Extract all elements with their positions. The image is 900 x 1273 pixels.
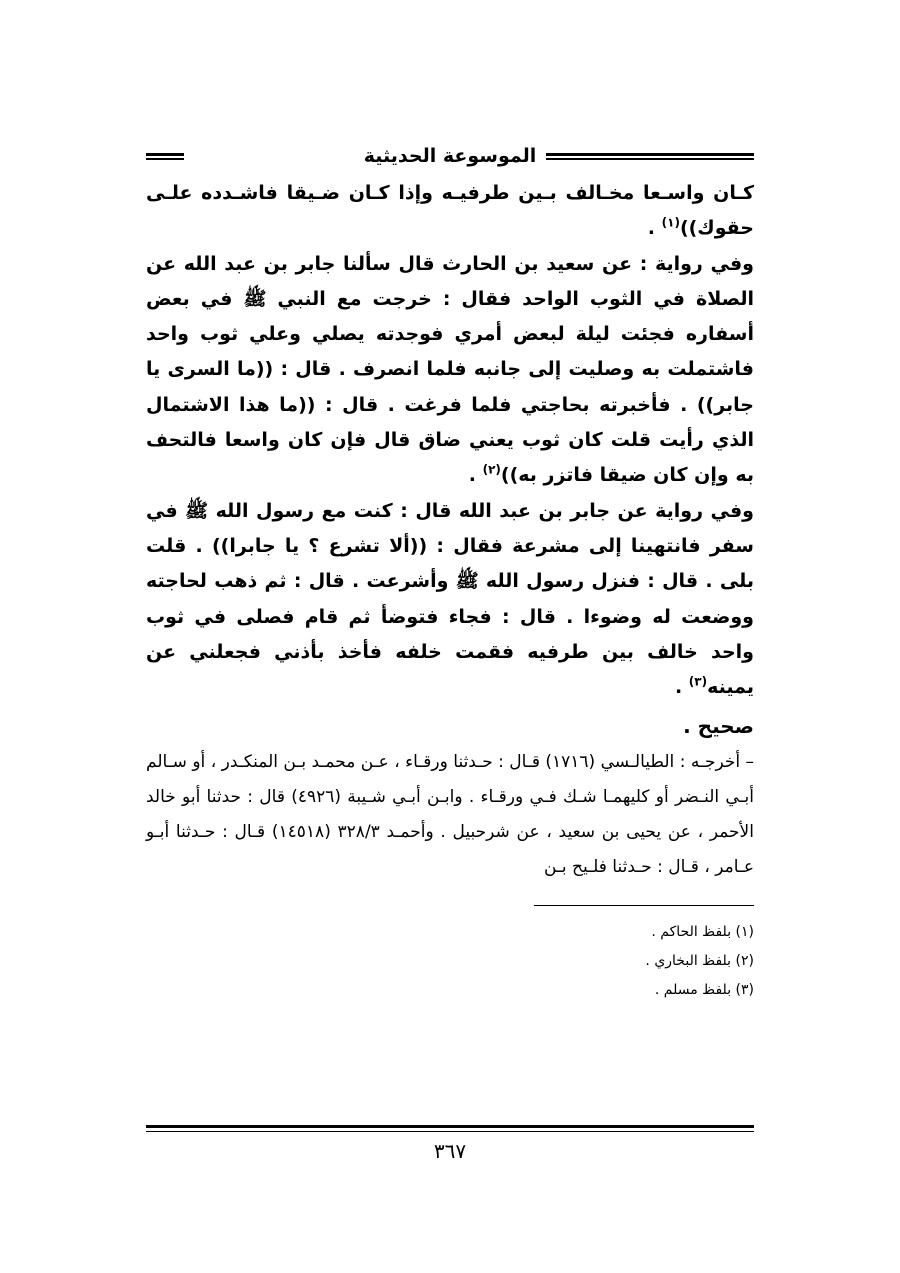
page-body xyxy=(146,140,754,1005)
paragraph-2-tail: . xyxy=(468,464,483,487)
paragraph-1-text: كـان واسـعا مخـالف بـين طرفيـه وإذا كـان ضـيقا فاشـدده علـى حقوك)) xyxy=(146,182,754,240)
footnotes xyxy=(146,918,754,1005)
paragraph-3 xyxy=(146,494,754,706)
footnote-1: (١) بلفظ الحاكم . xyxy=(651,924,754,941)
footnote-separator xyxy=(534,905,754,906)
footnote-ref-2[interactable]: (٢) xyxy=(482,463,501,478)
footer-rule xyxy=(146,1125,754,1132)
page-number: ٣٦٧ xyxy=(433,1139,467,1163)
header-title: الموسوعة الحديثية xyxy=(354,145,547,167)
paragraph-3-tail: . xyxy=(674,676,689,699)
grade-label: صحيح . xyxy=(683,714,754,739)
hadith-text xyxy=(146,176,754,705)
paragraph-1 xyxy=(146,176,754,247)
footnote-3: (٣) بلفظ مسلم . xyxy=(654,982,754,999)
footnote-ref-3[interactable]: (٣) xyxy=(688,674,708,689)
paragraph-3-text: وفي رواية عن جابر بن عبد الله قال : كنت مع رسول الله ﷺ في سفر فانتهينا إلى مشرعة فقال : ((ألا تشرع ؟ يا جابرا)) . قلت بلى . قال : فنزل رسول الله ﷺ وأشرعت . قال : ثم ذهب لحاجته ووضعت له وضوءا . قال : فجاء فتوضأ ثم قام فصلى في ثوب واحد خالف بين طرفيه فقمت خلفه فأخذ بأذني فجعلني عن يمينه xyxy=(146,499,754,699)
takhrij-text: – أخرجـه : الطيالـسي (١٧١٦) قـال : حـدثنا ورقـاء ، عـن محمـد بـن المنكـدر ، أو سـالم أبـي النـضر أو كليهمـا شـك فـي ورقـاء . وابـن أبـي شـيبة (٤٩٢٦) قال : حدثنا أبو خالد الأحمر ، عن يحيى بن سعيد ، عن شرحبيل . وأحمـد ٣٢٨/٣ (١٤٥١٨) قـال : حـدثنا أبـو عـامر ، قـال : حـدثنا فلـيح بـن xyxy=(146,752,754,878)
paragraph-2 xyxy=(146,247,754,494)
header-title-wrap xyxy=(146,144,754,168)
footnote-2: (٢) بلفظ البخاري . xyxy=(645,953,754,970)
paragraph-2-text: وفي رواية : عن سعيد بن الحارث قال سألنا جابر بن عبد الله عن الصلاة في الثوب الواحد فقال : خرجت مع النبي ﷺ في بعض أسفاره فجئت ليلة لبعض أمري فوجدته يصلي وعلي ثوب واحد فاشتملت به وصليت إلى جانبه فلما انصرف . قال : ((ما السرى يا جابر)) . فأخبرته بحاجتي فلما فرغت . قال : ((ما هذا الاشتمال الذي رأيت قلت كان ثوب يعني ضاق قال فإن كان واسعا فالتحف به وإن كان ضيقا فاتزر به)) xyxy=(146,252,754,487)
footnote-ref-1[interactable]: (١) xyxy=(661,215,680,230)
running-header xyxy=(146,140,754,176)
paragraph-1-tail: . xyxy=(647,217,662,240)
